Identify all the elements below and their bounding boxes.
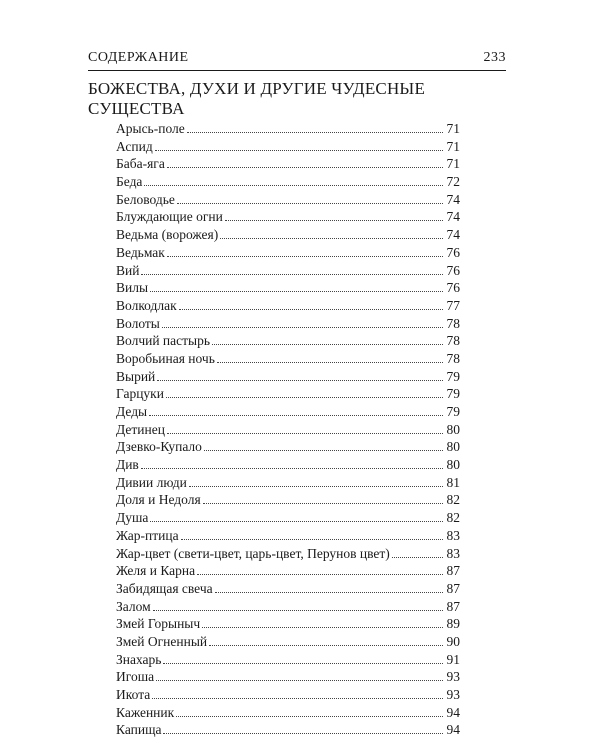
toc-entry-label: Ведьма (ворожея)	[116, 227, 219, 243]
section-heading: БОЖЕСТВА, ДУХИ И ДРУГИЕ ЧУДЕСНЫЕ СУЩЕСТВА	[88, 79, 426, 118]
toc-entry-label: Беловодье	[116, 191, 175, 207]
toc-entry-page: 83	[446, 545, 460, 561]
toc-entry-page: 74	[446, 209, 460, 225]
toc-entry[interactable]	[116, 721, 460, 739]
toc-entry-page: 71	[446, 156, 460, 172]
toc-entry[interactable]	[116, 332, 460, 350]
toc-entry-label: Аспид	[116, 138, 153, 154]
toc-entry[interactable]	[116, 155, 460, 173]
toc-entry-page: 77	[446, 297, 460, 313]
toc-entry-page: 94	[446, 722, 460, 738]
dot-leader	[202, 627, 443, 628]
dot-leader	[150, 291, 443, 292]
toc-entry[interactable]	[116, 138, 460, 156]
dot-leader	[212, 344, 443, 345]
page-header	[88, 46, 506, 71]
toc-entry-label: Ведьмак	[116, 244, 165, 260]
dot-leader	[152, 698, 443, 699]
dot-leader	[149, 415, 443, 416]
toc-entry-label: Волоты	[116, 315, 160, 331]
toc-entry-label: Деды	[116, 404, 148, 419]
toc-entry-page: 90	[446, 633, 460, 649]
toc-entry-label: Баба-яга	[116, 156, 165, 172]
toc-entry-page: 72	[446, 174, 460, 190]
toc-entry-label: Знахарь	[116, 651, 162, 667]
toc-entry[interactable]	[116, 315, 460, 333]
toc-entry[interactable]	[116, 651, 460, 669]
toc-entry[interactable]	[116, 385, 460, 403]
toc-entry-page: 80	[446, 421, 460, 437]
toc-entry-label: Вий	[116, 262, 140, 278]
toc-entry[interactable]	[116, 350, 460, 368]
toc-entry-page: 87	[446, 563, 460, 579]
toc-entry-label: Вилы	[116, 280, 149, 296]
toc-entry-label: Капища	[116, 722, 162, 738]
dot-leader	[179, 309, 443, 310]
page-number: 233	[483, 50, 506, 65]
dot-leader	[167, 433, 443, 434]
toc-entry[interactable]	[116, 562, 460, 580]
dot-leader	[189, 486, 443, 487]
toc-entry-label: Детинец	[116, 421, 165, 437]
dot-leader	[197, 574, 443, 575]
dot-leader	[203, 503, 443, 504]
dot-leader	[156, 680, 443, 681]
toc-entry-label: Каженник	[116, 704, 175, 720]
table-of-contents	[116, 120, 460, 739]
toc-entry-label: Забидящая свеча	[116, 580, 213, 596]
toc-entry-page: 80	[446, 457, 460, 473]
toc-entry-page: 91	[446, 651, 460, 667]
toc-entry[interactable]	[116, 474, 460, 492]
dot-leader	[157, 380, 443, 381]
dot-leader	[187, 132, 443, 133]
toc-entry[interactable]	[116, 615, 460, 633]
toc-entry[interactable]	[116, 491, 460, 509]
toc-entry-label: Блуждающие огни	[116, 209, 223, 225]
toc-entry-label: Дзевко-Купало	[116, 439, 202, 455]
toc-entry[interactable]	[116, 686, 460, 704]
toc-entry-label: Желя и Карна	[116, 563, 196, 579]
toc-entry[interactable]	[116, 244, 460, 262]
toc-entry-page: 82	[446, 492, 460, 508]
toc-entry-label: Залом	[116, 598, 151, 614]
toc-entry-label: Игоша	[116, 669, 155, 685]
toc-entry[interactable]	[116, 368, 460, 386]
dot-leader	[150, 521, 443, 522]
toc-entry-page: 78	[446, 333, 460, 349]
toc-entry-page: 89	[446, 616, 460, 632]
toc-entry-page: 78	[446, 350, 460, 366]
dot-leader	[204, 450, 443, 451]
dot-leader	[215, 592, 443, 593]
toc-entry[interactable]	[116, 598, 460, 616]
dot-leader	[167, 256, 443, 257]
toc-entry[interactable]	[116, 545, 460, 563]
dot-leader	[163, 733, 443, 734]
toc-entry[interactable]	[116, 668, 460, 686]
toc-entry-page: 74	[446, 191, 460, 207]
toc-entry[interactable]	[116, 191, 460, 209]
toc-entry-page: 83	[446, 527, 460, 543]
toc-entry-page: 78	[446, 315, 460, 331]
toc-entry-label: Волкодлак	[116, 297, 177, 313]
toc-entry[interactable]	[116, 173, 460, 191]
toc-entry[interactable]	[116, 421, 460, 439]
toc-entry-page: 82	[446, 510, 460, 526]
dot-leader	[141, 468, 443, 469]
dot-leader	[181, 539, 443, 540]
toc-entry-label: Икота	[116, 687, 151, 702]
dot-leader	[209, 645, 443, 646]
running-head-title: СОДЕРЖАНИЕ	[88, 50, 189, 65]
toc-entry-label: Волчий пастырь	[116, 333, 211, 349]
toc-entry-label: Воробьиная ночь	[116, 350, 215, 366]
toc-entry[interactable]	[116, 438, 460, 456]
toc-entry[interactable]	[116, 580, 460, 598]
toc-entry[interactable]	[116, 120, 460, 138]
dot-leader	[392, 557, 443, 558]
toc-entry[interactable]	[116, 262, 460, 280]
toc-entry-page: 87	[446, 580, 460, 596]
toc-entry-label: Гарцуки	[116, 386, 164, 402]
toc-entry-page: 87	[446, 598, 460, 614]
toc-entry-label: Доля и Недоля	[116, 492, 201, 508]
toc-entry[interactable]	[116, 509, 460, 527]
toc-entry-page: 76	[446, 280, 460, 296]
toc-entry-page: 71	[446, 138, 460, 154]
dot-leader	[167, 167, 443, 168]
toc-entry[interactable]	[116, 279, 460, 297]
toc-entry[interactable]	[116, 226, 460, 244]
dot-leader	[225, 220, 443, 221]
toc-entry-page: 71	[446, 121, 460, 136]
toc-entry-page: 76	[446, 262, 460, 278]
dot-leader	[162, 327, 443, 328]
dot-leader	[166, 397, 443, 398]
toc-entry-page: 93	[446, 669, 460, 685]
dot-leader	[155, 150, 443, 151]
toc-entry-label: Жар-цвет (свети-цвет, царь-цвет, Перунов цвет)	[116, 545, 390, 561]
toc-entry-page: 94	[446, 704, 460, 720]
toc-entry-page: 80	[446, 439, 460, 455]
toc-entry-label: Змей Горыныч	[116, 616, 201, 632]
dot-leader	[176, 716, 443, 717]
dot-leader	[163, 663, 443, 664]
toc-entry-label: Вырий	[116, 368, 156, 384]
toc-entry[interactable]	[116, 208, 460, 226]
toc-entry[interactable]	[116, 527, 460, 545]
toc-entry-page: 79	[446, 404, 460, 419]
dot-leader	[144, 185, 443, 186]
toc-entry-label: Дивии люди	[116, 474, 187, 490]
toc-entry-label: Арысь-поле	[116, 121, 185, 136]
toc-entry[interactable]	[116, 297, 460, 315]
dot-leader	[153, 610, 443, 611]
toc-entry-label: Беда	[116, 174, 143, 190]
toc-entry-label: Див	[116, 457, 139, 473]
toc-entry-page: 79	[446, 386, 460, 402]
toc-entry[interactable]	[116, 704, 460, 722]
toc-entry[interactable]	[116, 633, 460, 651]
toc-entry[interactable]	[116, 403, 460, 421]
toc-entry-page: 79	[446, 368, 460, 384]
toc-entry-page: 76	[446, 244, 460, 260]
toc-entry-page: 74	[446, 227, 460, 243]
toc-entry-page: 81	[446, 474, 460, 490]
dot-leader	[217, 362, 443, 363]
toc-entry-label: Душа	[116, 510, 149, 526]
dot-leader	[177, 203, 443, 204]
toc-entry-label: Змей Огненный	[116, 633, 208, 649]
dot-leader	[220, 238, 443, 239]
toc-entry-page: 93	[446, 687, 460, 702]
toc-entry[interactable]	[116, 456, 460, 474]
toc-entry-label: Жар-птица	[116, 527, 179, 543]
dot-leader	[141, 274, 443, 275]
